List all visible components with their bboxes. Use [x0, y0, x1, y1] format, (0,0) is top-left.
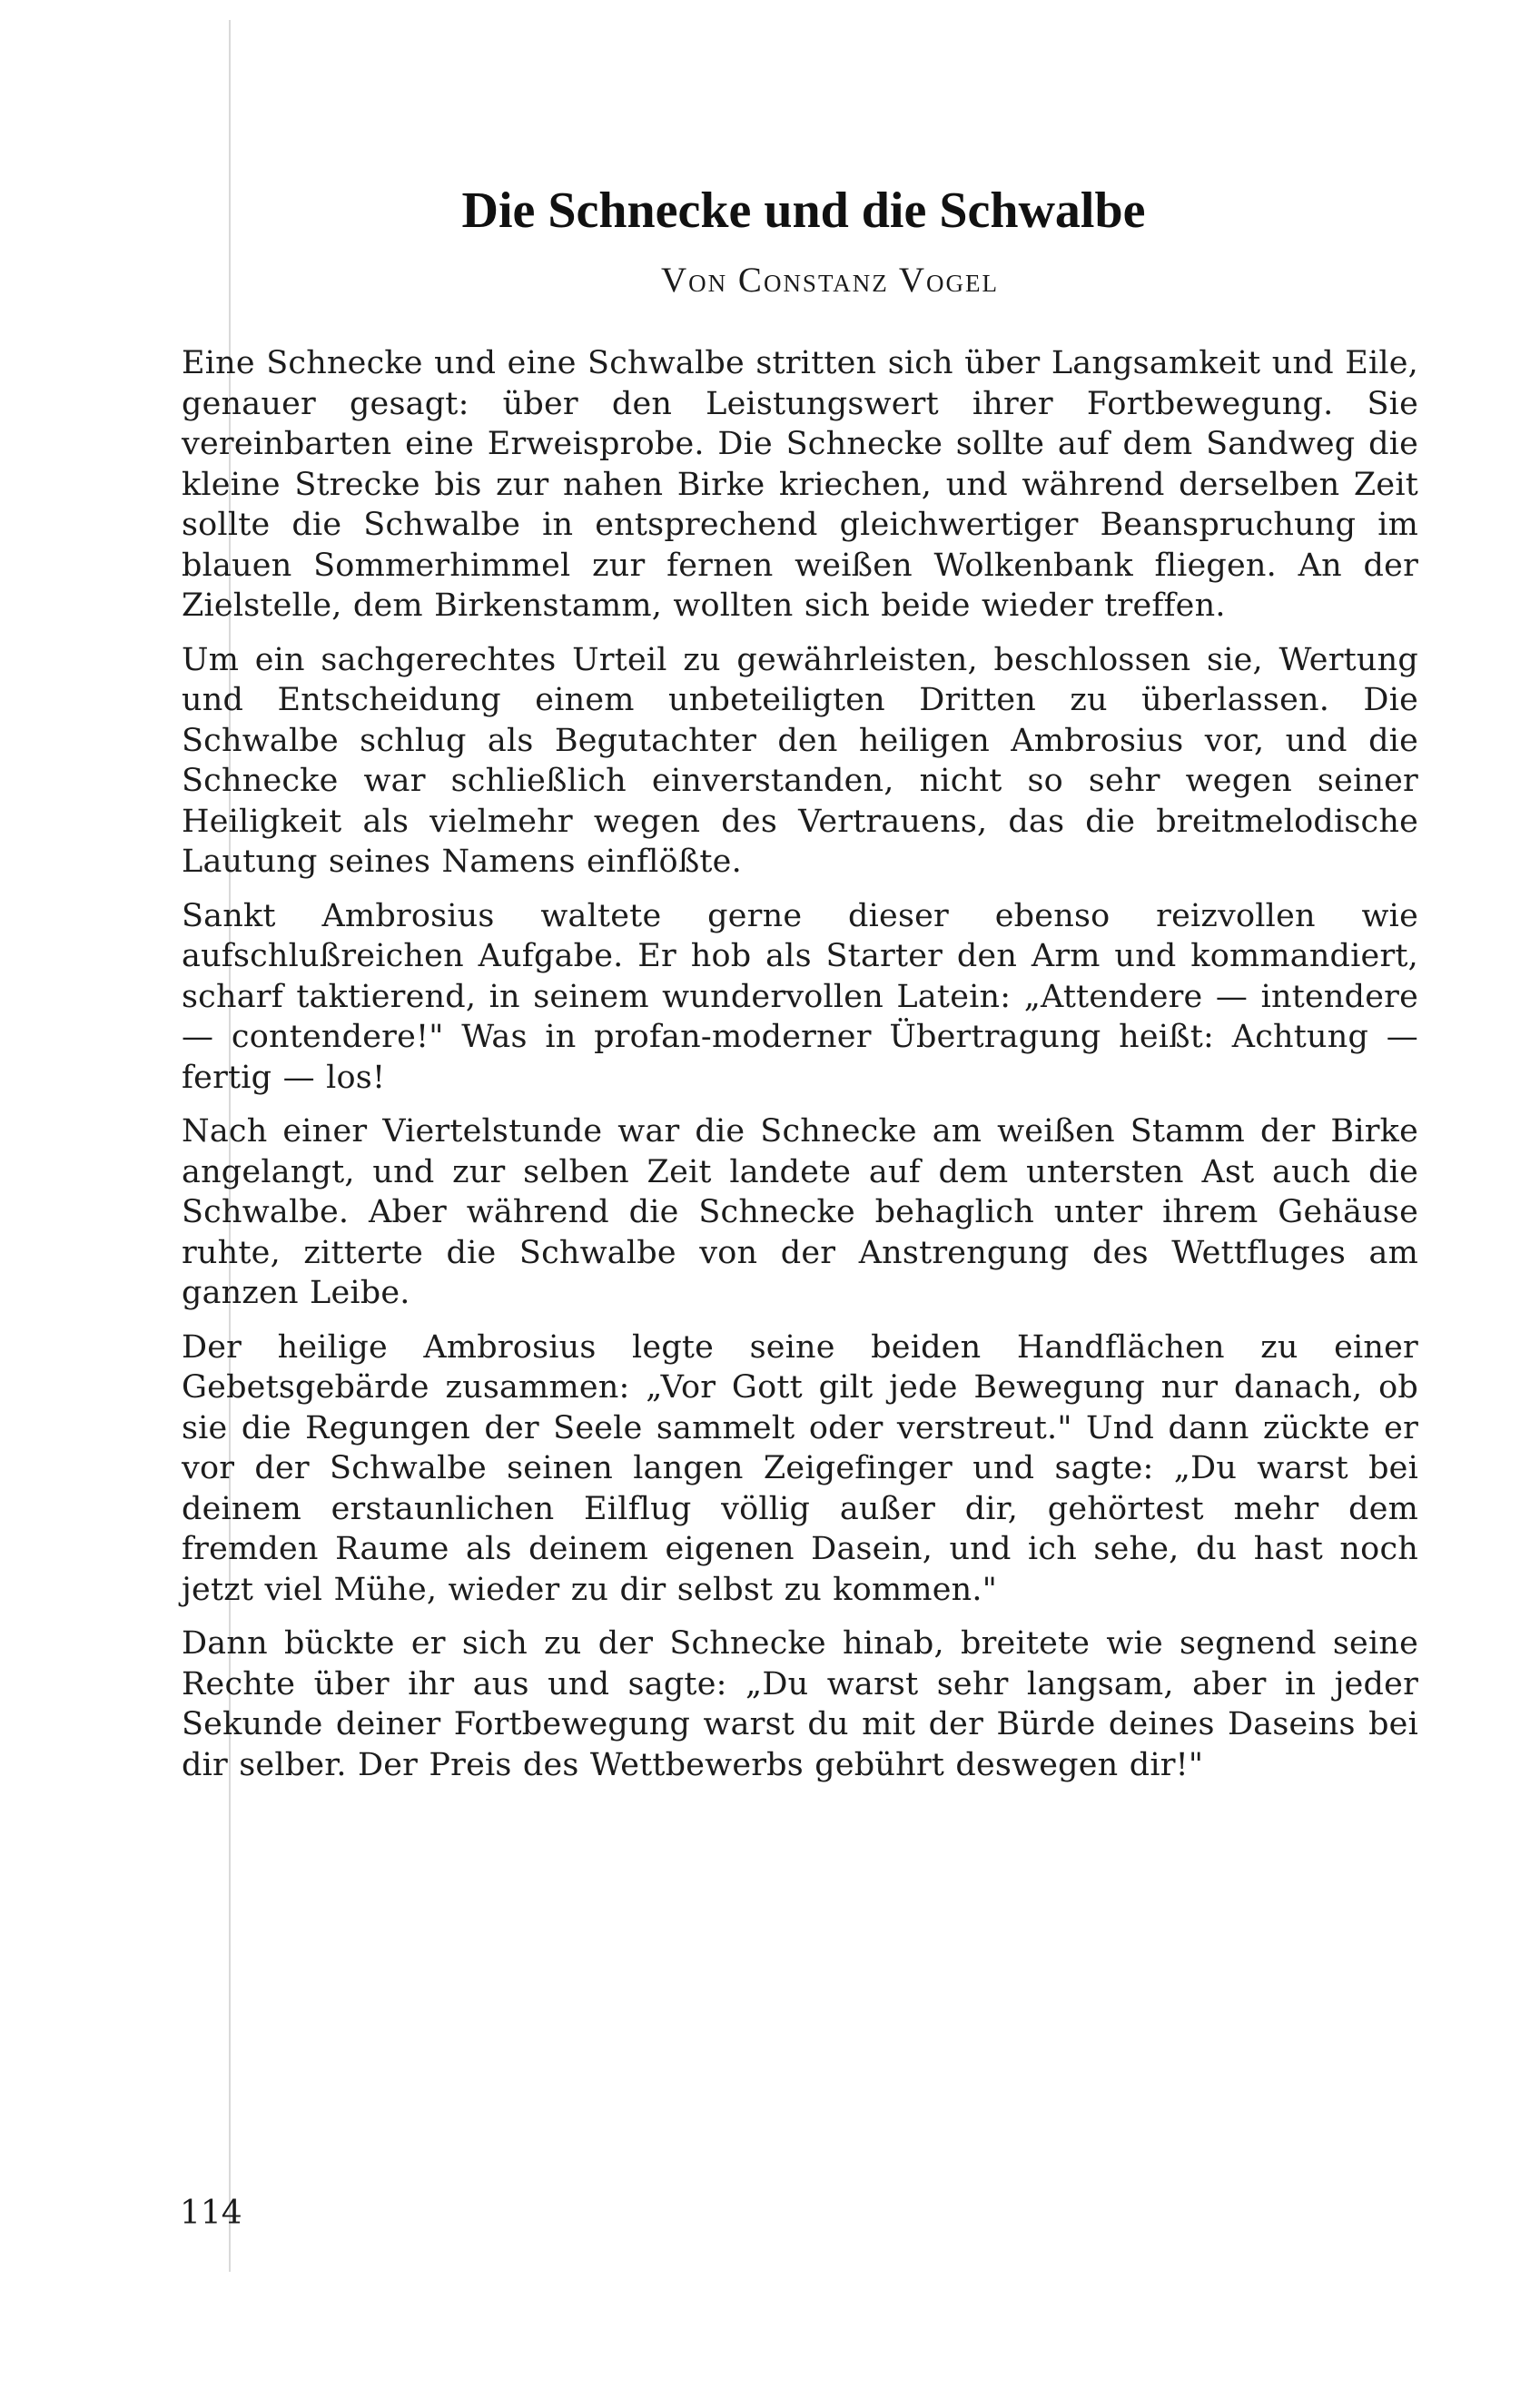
paragraph: Der heilige Ambrosius legte seine beiden Handflächen zu einer Gebetsgebärde zusammen: „Vor Gott gilt jede Bewegung nur danach, ob sie die Regungen der Seele sammelt oder verstreut." Und dann zückte er vor der Schwalbe seinen langen Zeigefinger und sagte: „Du warst bei deinem erstaunlichen Eilflug völlig außer dir, gehörtest mehr dem fremden Raume als deinem eigenen Dasein, und ich sehe, du hast noch jetzt viel Mühe, wieder zu dir selbst zu kommen." [182, 1328, 1418, 1608]
story-title: Die Schnecke und die Schwalbe [461, 183, 1146, 239]
page-number: 114 [180, 2195, 242, 2232]
paragraph: Eine Schnecke und eine Schwalbe stritten sich über Langsamkeit und Eile, genauer gesagt: über den Leistungswert ihrer Fortbewegung. Sie vereinbarten eine Erweisprobe. Die Schnecke sollte auf dem Sandweg die kleine Strecke bis zur nahen Birke kriechen, und während derselben Zeit sollte die Schwalbe in entsprechend gleichwertiger Beanspruchung im blauen Sommerhimmel zur fernen weißen Wolkenbank fliegen. An der Zielstelle, dem Birkenstamm, wollten sich beide wieder treffen. [182, 345, 1418, 624]
paragraph: Dann bückte er sich zu der Schnecke hinab, breitete wie segnend seine Rechte über ihr aus und sagte: „Du warst sehr langsam, aber in jeder Sekunde deiner Fortbewegung warst du mit der Bürde deines Daseins bei dir selber. Der Preis des Wettbewerbs gebührt deswegen dir!" [182, 1625, 1418, 1783]
paragraph: Nach einer Viertelstunde war die Schnecke am weißen Stamm der Birke angelangt, und zur selben Zeit landete auf dem untersten Ast auch die Schwalbe. Aber während die Schnecke behaglich unter ihrem Gehäuse ruhte, zitterte die Schwalbe von der Anstrengung des Wettfluges am ganzen Leibe. [182, 1113, 1418, 1311]
story-body [182, 343, 1418, 1799]
paragraph: Sankt Ambrosius waltete gerne dieser ebenso reizvollen wie aufschlußreichen Aufgabe. Er hob als Starter den Arm und kommandiert, scharf taktierend, in seinem wundervollen Latein: „Attendere — intendere — contendere!" Was in profan-moderner Übertragung heißt: Achtung — fertig — los! [182, 897, 1418, 1096]
author-byline: Von Constanz Vogel [661, 261, 999, 300]
paragraph: Um ein sachgerechtes Urteil zu gewährleisten, beschlossen sie, Wertung und Entscheidung einem unbeteiligten Dritten zu überlassen. Die Schwalbe schlug als Begutachter den heiligen Ambrosius vor, und die Schnecke war schließlich einverstanden, nicht so sehr wegen seiner Heiligkeit als vielmehr wegen des Vertrauens, das die breitmelodische Lautung seines Namens einflößte. [182, 641, 1418, 880]
